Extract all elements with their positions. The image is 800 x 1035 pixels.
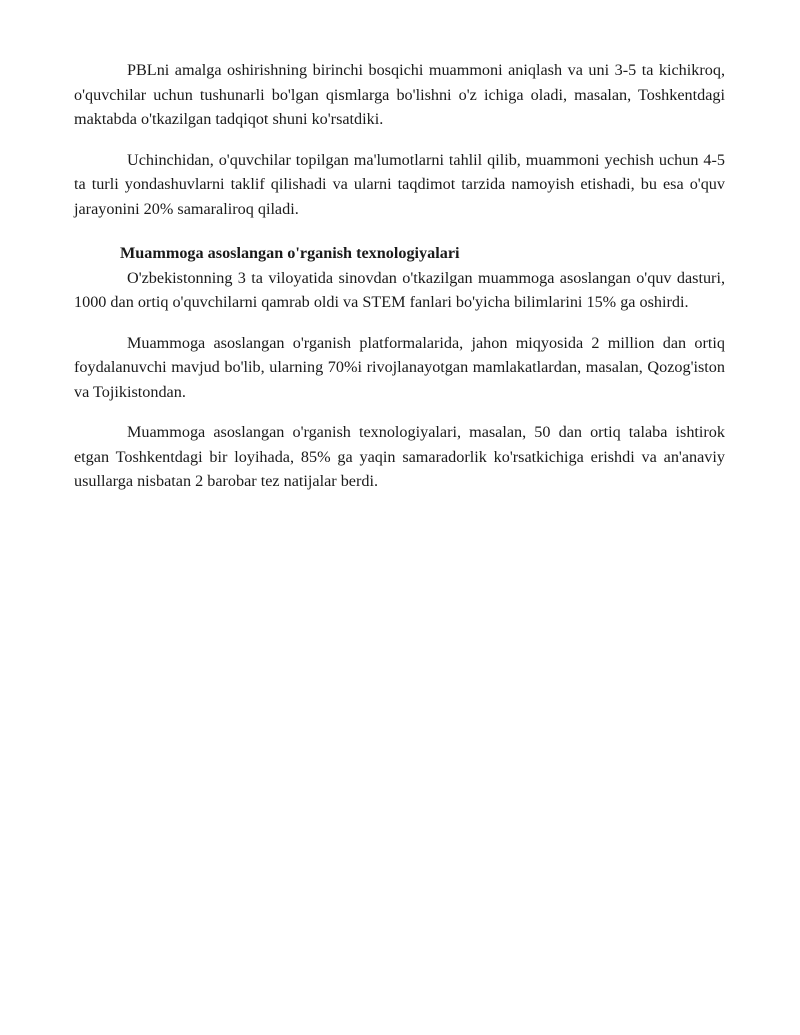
paragraph-platform-users: Muammoga asoslangan o'rganish platformalarida, jahon miqyosida 2 million dan ortiq foydalanuvchi mavjud bo'lib, ularning 70%i rivojlanayotgan mamlakatlardan, masalan, Qozog'iston va Tojikistondan.	[74, 333, 725, 401]
paragraph-third-step: Uchinchidan, o'quvchilar topilgan ma'lumotlarni tahlil qilib, muammoni yechish uchun 4-5 ta turli yondashuvlarni taklif qilishadi va ularni taqdimot tarzida namoyish etishadi, bu esa o'quv jarayonini 20% samaraliroq qiladi.	[74, 150, 725, 218]
paragraph-uzbekistan-trial: O'zbekistonning 3 ta viloyatida sinovdan o'tkazilgan muammoga asoslangan o'quv dasturi, 1000 dan ortiq o'quvchilarni qamrab oldi va STEM fanlari bo'yicha bilimlarini 15% ga oshirdi.	[74, 268, 725, 311]
section-heading: Muammoga asoslangan o'rganish texnologiyalari	[120, 244, 460, 262]
document-page	[74, 58, 725, 494]
paragraph-tashkent-project: Muammoga asoslangan o'rganish texnologiyalari, masalan, 50 dan ortiq talaba ishtirok etgan Toshkentdagi bir loyihada, 85% ga yaqin samaradorlik ko'rsatkichiga erishdi va an'anaviy usullarga nisbatan 2 barobar tez natijalar berdi.	[74, 423, 725, 490]
paragraph-pbl-first-stage: PBLni amalga oshirishning birinchi bosqichi muammoni aniqlash va uni 3-5 ta kichikroq, o'quvchilar uchun tushunarli bo'lgan qismlarga bo'lishni o'z ichiga oladi, masalan, Toshkentdagi maktabda o'tkazilgan tadqiqot shuni ko'rsatdiki.	[74, 61, 725, 128]
